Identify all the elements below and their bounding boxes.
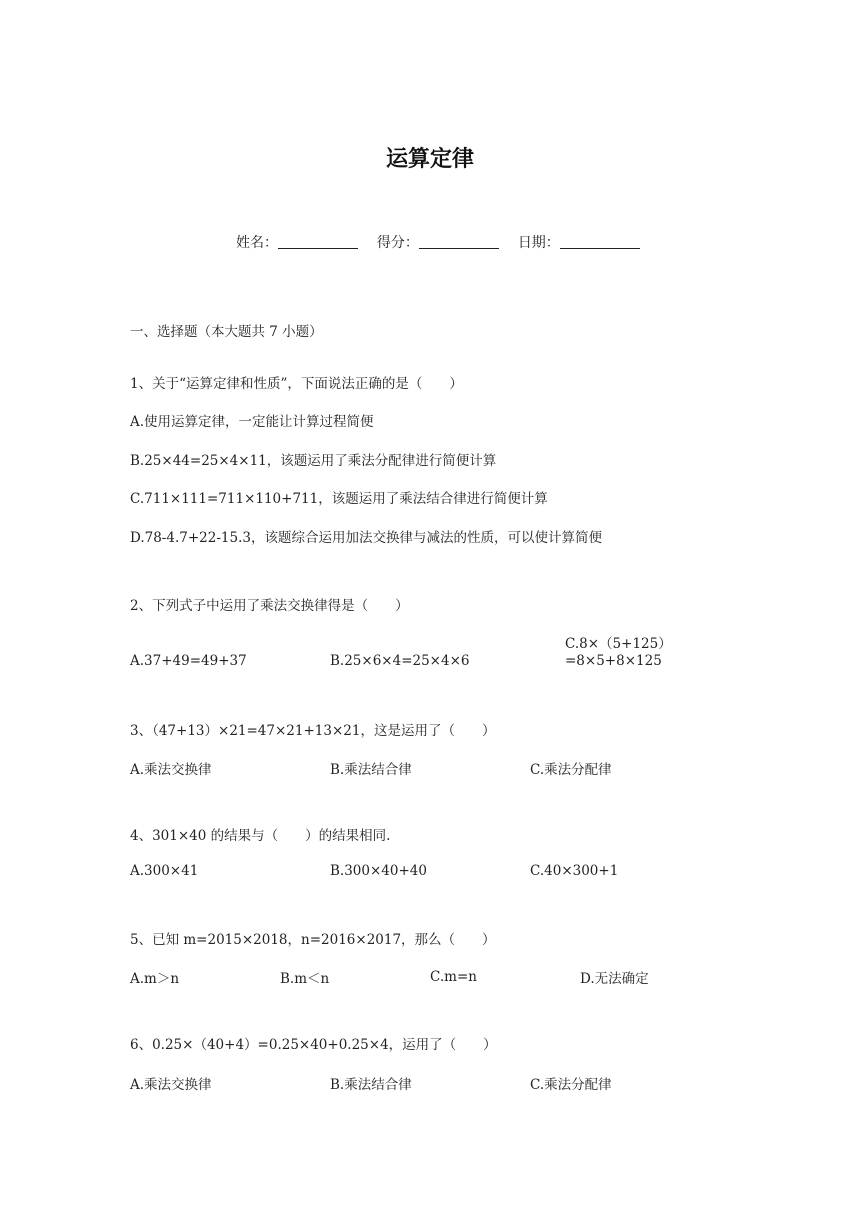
date-blank[interactable] bbox=[560, 234, 640, 249]
option-a: A.m＞n bbox=[130, 971, 180, 987]
option-b: B.25×6×4=25×4×6 bbox=[330, 653, 470, 669]
section-heading: 一、选择题（本大题共 7 小题） bbox=[130, 324, 323, 340]
option-c: C.711×111=711×110+711，该题运用了乘法结合律进行简便计算 bbox=[130, 491, 548, 507]
info-line bbox=[236, 232, 640, 252]
score-blank[interactable] bbox=[419, 234, 499, 249]
option-b: B.300×40+40 bbox=[330, 863, 427, 879]
question-stem: 5、已知 m=2015×2018，n=2016×2017，那么（ ） bbox=[130, 932, 496, 948]
option-c-continued: =8×5+8×125 bbox=[565, 653, 662, 669]
option-a: A.37+49=49+37 bbox=[130, 653, 247, 669]
option-a: A.乘法交换律 bbox=[130, 1077, 212, 1093]
option-b: B.m＜n bbox=[280, 971, 330, 987]
name-label: 姓名： bbox=[236, 235, 278, 251]
option-a: A.乘法交换律 bbox=[130, 762, 212, 778]
option-d: D.无法确定 bbox=[580, 971, 649, 987]
question-stem: 3、（47+13）×21=47×21+13×21，这是运用了（ ） bbox=[130, 723, 496, 739]
option-c: C.乘法分配律 bbox=[530, 762, 612, 778]
option-a: A.300×41 bbox=[130, 863, 199, 879]
option-b: B.乘法结合律 bbox=[330, 1077, 412, 1093]
page-title: 运算定律 bbox=[385, 147, 474, 172]
question-stem: 6、0.25×（40+4）=0.25×40+0.25×4，运用了（ ） bbox=[130, 1037, 497, 1053]
date-label: 日期： bbox=[517, 235, 560, 251]
option-d: D.78-4.7+22-15.3，该题综合运用加法交换律与减法的性质，可以使计算简便 bbox=[130, 530, 602, 546]
option-c: C.40×300+1 bbox=[530, 863, 619, 879]
option-c: C.m=n bbox=[430, 969, 477, 985]
option-a: A.使用运算定律，一定能让计算过程简便 bbox=[130, 414, 374, 430]
option-c: C.乘法分配律 bbox=[530, 1077, 612, 1093]
name-blank[interactable] bbox=[278, 234, 358, 249]
option-b: B.乘法结合律 bbox=[330, 762, 412, 778]
option-c: C.8×（5+125） bbox=[565, 636, 672, 652]
question-stem: 1、关于“运算定律和性质”，下面说法正确的是（ ） bbox=[130, 376, 463, 392]
question-stem: 2、下列式子中运用了乘法交换律得是（ ） bbox=[130, 598, 409, 614]
score-label: 得分： bbox=[376, 235, 419, 251]
question-stem: 4、301×40 的结果与（ ）的结果相同. bbox=[130, 828, 391, 844]
option-b: B.25×44=25×4×11，该题运用了乘法分配律进行简便计算 bbox=[130, 453, 497, 469]
